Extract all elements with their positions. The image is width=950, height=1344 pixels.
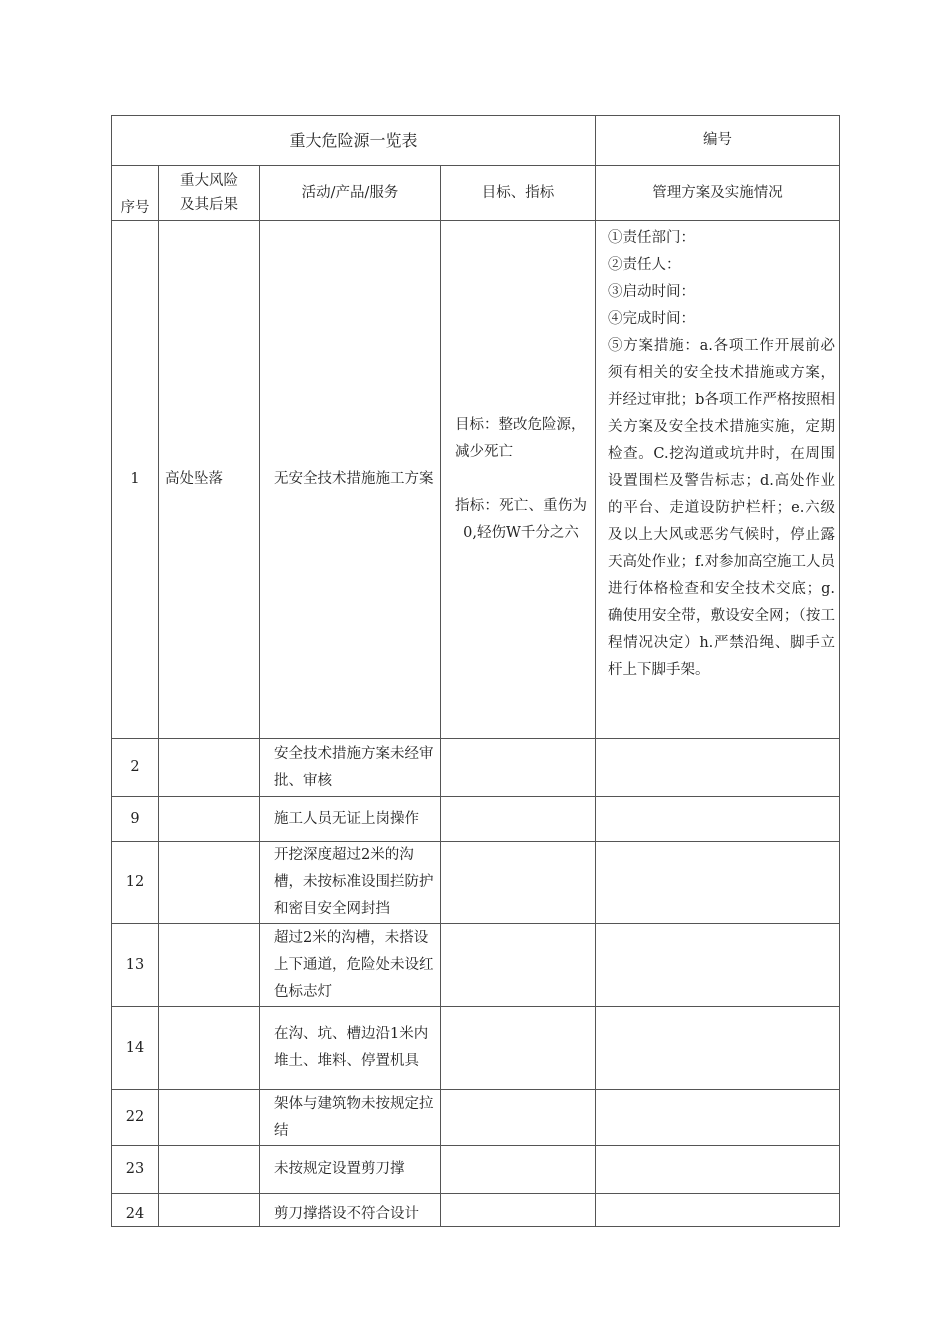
row-target [441, 739, 596, 797]
row-risk [159, 1146, 260, 1194]
table-row [112, 1007, 840, 1090]
header-seq: 序号 [112, 166, 159, 221]
table-row [112, 1146, 840, 1194]
row-activity: 施工人员无证上岗操作 [260, 797, 441, 842]
target-index: 指标：死亡、重伤为0,轻伤W千分之六 [455, 498, 588, 541]
row-activity: 开挖深度超过2米的沟槽，未按标准设围拦防护和密目安全网封挡 [260, 842, 441, 924]
row-seq: 23 [112, 1146, 159, 1194]
header-risk: 重大风险及其后果 [159, 166, 260, 221]
row-activity: 未按规定设置剪刀撑 [260, 1146, 441, 1194]
row-seq: 9 [112, 797, 159, 842]
target-spacer [455, 466, 587, 493]
header-activity: 活动/产品/服务 [260, 166, 441, 221]
plan-line: ④完成时间： [608, 311, 696, 327]
table-row [112, 842, 840, 924]
row-plan [596, 1090, 840, 1146]
table-row [112, 797, 840, 842]
table-row [112, 1090, 840, 1146]
row-activity: 剪刀撑搭设不符合设计 [260, 1194, 441, 1227]
table-row [112, 924, 840, 1007]
row-seq: 24 [112, 1194, 159, 1227]
header-plan: 管理方案及实施情况 [596, 166, 840, 221]
number-label: 编号 [596, 116, 840, 166]
row-activity: 在沟、坑、槽边沿1米内堆土、堆料、停置机具 [260, 1007, 441, 1090]
row-risk [159, 1090, 260, 1146]
row-risk [159, 842, 260, 924]
table-title: 重大危险源一览表 [112, 116, 596, 166]
row-activity: 架体与建筑物未按规定拉结 [260, 1090, 441, 1146]
row-plan [596, 924, 840, 1007]
row-target [441, 842, 596, 924]
row-risk [159, 1194, 260, 1227]
row-plan [596, 739, 840, 797]
row-risk [159, 797, 260, 842]
row-target [441, 1194, 596, 1227]
target-goal: 目标：整改危险源，减少死亡 [455, 417, 586, 460]
row-plan [596, 221, 840, 739]
row-target [441, 797, 596, 842]
row-risk [159, 924, 260, 1007]
row-target [441, 221, 596, 739]
row-seq: 14 [112, 1007, 159, 1090]
plan-line: ⑤方案措施：a.各项工作开展前必须有相关的安全技术措施或方案，并经过审批；b各项工作严格按照相关方案及安全技术措施实施，定期检查。C.挖沟道或坑井时，在周围设置围栏及警告标志；d.高处作业的平台、走道设防护栏杆；e.六级及以上大风或恶劣气候时，停止露天高处作业；f.对参加高空施工人员进行体格检查和安全技术交底；g.确使用安全带，敷设安全网；（按工程情况决定）h.严禁沿绳、脚手立杆上下脚手架。 [608, 338, 836, 678]
row-risk [159, 1007, 260, 1090]
row-plan [596, 842, 840, 924]
row-plan [596, 1194, 840, 1227]
hazard-table [111, 115, 840, 1227]
row-target [441, 924, 596, 1007]
row-target [441, 1146, 596, 1194]
row-seq: 22 [112, 1090, 159, 1146]
row-plan [596, 1146, 840, 1194]
row-seq: 12 [112, 842, 159, 924]
plan-line: ①责任部门： [608, 230, 696, 246]
row-seq: 13 [112, 924, 159, 1007]
row-plan [596, 797, 840, 842]
row-activity: 超过2米的沟槽，未搭设上下通道，危险处未设红色标志灯 [260, 924, 441, 1007]
table-row [112, 739, 840, 797]
title-row [112, 116, 840, 166]
row-risk: 高处坠落 [159, 221, 260, 739]
row-target [441, 1090, 596, 1146]
row-plan [596, 1007, 840, 1090]
header-row [112, 166, 840, 221]
row-activity: 安全技术措施方案未经审批、审核 [260, 739, 441, 797]
row-seq: 1 [112, 221, 159, 739]
plan-line: ③启动时间： [608, 284, 696, 300]
row-seq: 2 [112, 739, 159, 797]
row-target [441, 1007, 596, 1090]
header-target: 目标、指标 [441, 166, 596, 221]
table-row [112, 1194, 840, 1227]
row-risk [159, 739, 260, 797]
row-activity: 无安全技术措施施工方案 [260, 221, 441, 739]
table-row [112, 221, 840, 739]
plan-line: ②责任人： [608, 257, 681, 273]
